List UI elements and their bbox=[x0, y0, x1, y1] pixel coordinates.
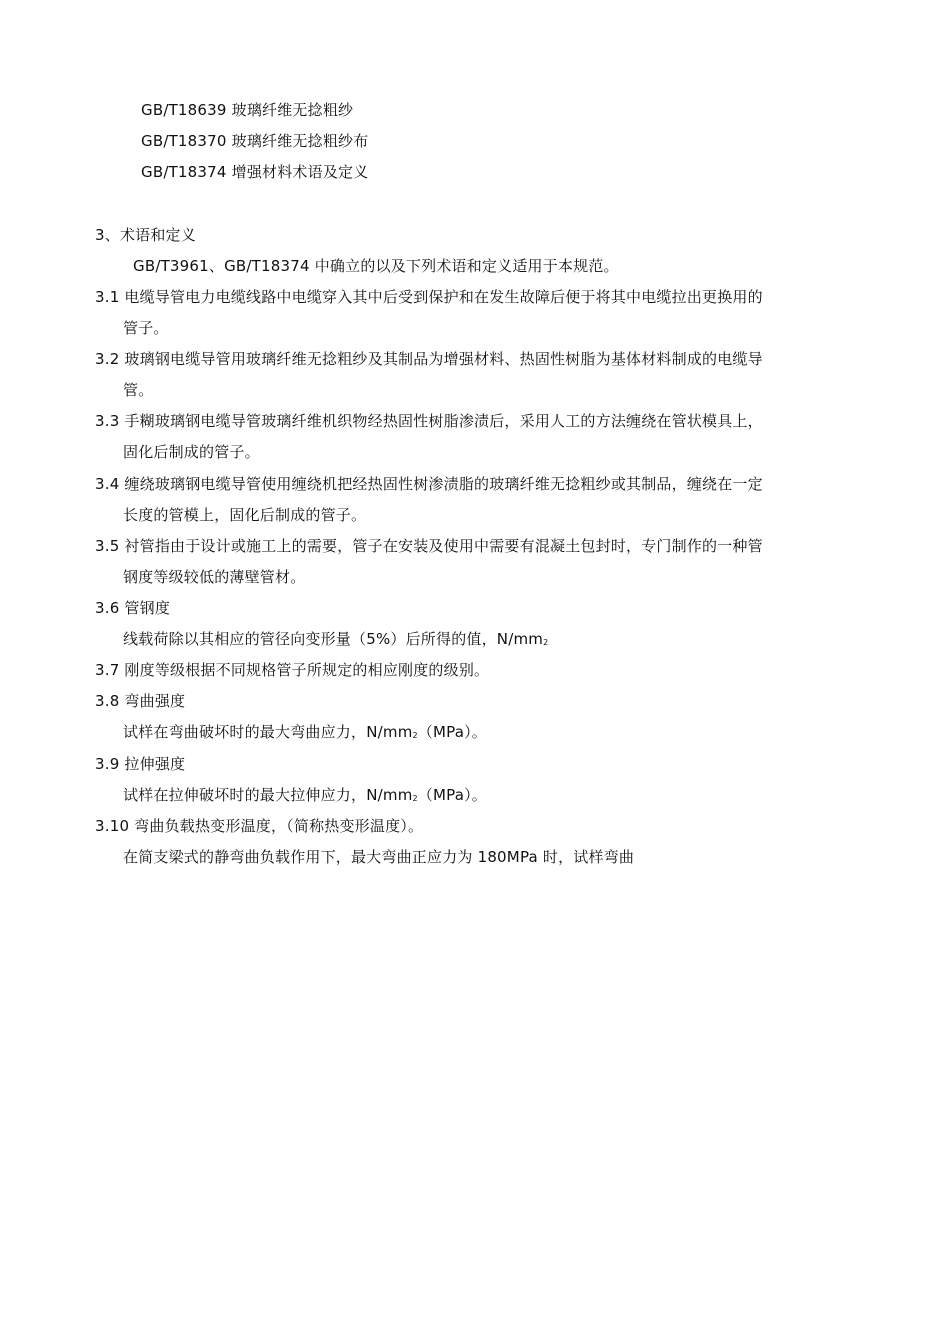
term-3-3-line-2: 固化后制成的管子。 bbox=[123, 443, 260, 461]
term-3-6-description bbox=[123, 629, 548, 653]
term-3-5-line-2: 钢度等级较低的薄壁管材。 bbox=[123, 568, 306, 586]
term-3-2-line-2: 管。 bbox=[123, 381, 154, 399]
term-3-10-title: 3.10 弯曲负载热变形温度，（简称热变形温度）。 bbox=[95, 817, 424, 835]
term-3-3-line-1: 3.3 手糊玻璃钢电缆导管玻璃纤维机织物经热固性树脂渗渍后，采用人工的方法缠绕在管状模具上， bbox=[95, 412, 763, 430]
term-3-9-text: 试样在拉伸破坏时的最大拉伸应力，N/mm bbox=[123, 786, 413, 804]
term-3-9-unit: （MPa）。 bbox=[417, 786, 488, 804]
term-3-6-title: 3.6 管钢度 bbox=[95, 599, 171, 617]
term-3-4-line-2: 长度的管模上，固化后制成的管子。 bbox=[123, 506, 367, 524]
term-3-1-line-1: 3.1 电缆导管电力电缆线路中电缆穿入其中后受到保护和在发生故障后便于将其中电缆拉出更换用的 bbox=[95, 288, 763, 306]
reference-gb-t18370: GB/T18370 玻璃纤维无捻粗纱布 bbox=[141, 132, 369, 150]
reference-gb-t18374: GB/T18374 增强材料术语及定义 bbox=[141, 163, 369, 181]
term-3-8-title: 3.8 弯曲强度 bbox=[95, 692, 186, 710]
term-3-4-line-1: 3.4 缠绕玻璃钢电缆导管使用缠绕机把经热固性树渗渍脂的玻璃纤维无捻粗纱或其制品，缠绕在一定 bbox=[95, 475, 763, 493]
term-3-8-text: 试样在弯曲破坏时的最大弯曲应力，N/mm bbox=[123, 723, 413, 741]
term-3-9-description bbox=[123, 785, 487, 809]
term-3-9-title: 3.9 拉伸强度 bbox=[95, 755, 186, 773]
unit-subscript: 2 bbox=[412, 731, 418, 740]
term-3-8-description bbox=[123, 722, 487, 746]
unit-subscript: 2 bbox=[412, 794, 418, 803]
term-3-6-text: 线载荷除以其相应的管径向变形量（5%）后所得的值，N/mm bbox=[123, 630, 544, 648]
reference-gb-t18639: GB/T18639 玻璃纤维无捻粗纱 bbox=[141, 101, 354, 119]
term-3-1-line-2: 管子。 bbox=[123, 319, 169, 337]
term-3-5-line-1: 3.5 衬管指由于设计或施工上的需要，管子在安装及使用中需要有混凝土包封时，专门制作的一种管 bbox=[95, 537, 763, 555]
term-3-10-description: 在简支梁式的静弯曲负载作用下，最大弯曲正应力为 180MPa 时，试样弯曲 bbox=[123, 848, 635, 866]
term-3-7: 3.7 刚度等级根据不同规格管子所规定的相应刚度的级别。 bbox=[95, 661, 490, 679]
term-3-8-unit: （MPa）。 bbox=[417, 723, 488, 741]
term-3-2-line-1: 3.2 玻璃钢电缆导管用玻璃纤维无捻粗纱及其制品为增强材料、热固性树脂为基体材料制成的电缆导 bbox=[95, 350, 763, 368]
unit-subscript: 2 bbox=[543, 638, 549, 647]
section-heading: 3、术语和定义 bbox=[95, 226, 196, 244]
section-intro: GB/T3961、GB/T18374 中确立的以及下列术语和定义适用于本规范。 bbox=[133, 257, 619, 275]
